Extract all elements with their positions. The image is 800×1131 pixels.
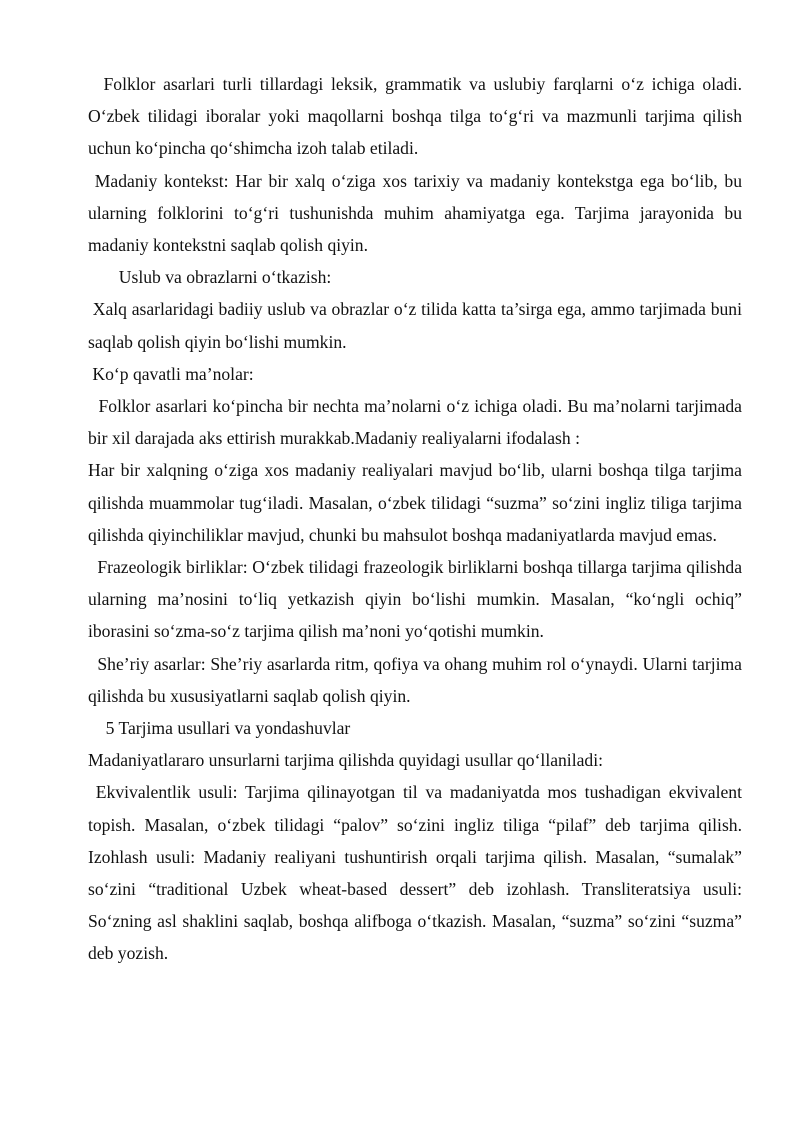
subheading-multilayer-meanings: Ko‘p qavatli ma’nolar: bbox=[88, 363, 254, 384]
section-heading-translation-methods: 5 Tarjima usullari va yondashuvlar bbox=[88, 718, 351, 739]
paragraph-cultural-realia: Har bir xalqning o‘ziga xos madaniy realiyalari mavjud bo‘lib, ularni boshqa tilga tarjima qilishda muammolar tug‘iladi. Masalan, o‘zbek tilidagi “suzma” so‘zini ingliz tiliga tarjima qilishda qiyinchiliklar mavjud, chunki bu mahsulot boshqa madaniyatlarda mavjud emas. bbox=[88, 460, 742, 545]
paragraph-multiple-meanings: Folklor asarlari ko‘pincha bir nechta ma’nolarni o‘z ichiga oladi. Bu ma’nolarni tarjimada bir xil darajada aks ettirish murakkab.Madaniy realiyalarni ifodalash : bbox=[88, 396, 742, 449]
paragraph-poetic-works: She’riy asarlar: She’riy asarlarda ritm, qofiya va ohang muhim rol o‘ynaydi. Ularni tarjima qilishda bu xususiyatlarni saqlab qolish qiyin. bbox=[88, 653, 742, 706]
paragraph-methods-list: Ekvivalentlik usuli: Tarjima qilinayotgan til va madaniyatda mos tushadigan ekvivalent topish. Masalan, o‘zbek tilidagi “palov” so‘zini ingliz tiliga “pilaf” deb tarjima qilish. Izohlash usuli: Madaniy realiyani tushuntirish orqali tarjima qilish. Masalan, “sumalak” so‘zini “traditional Uzbek wheat-based dessert” deb izohlash. Transliteratsiya usuli: So‘zning asl shaklini saqlab, boshqa alifboga o‘tkazish. Masalan, “suzma” so‘zini “suzma” deb yozish. bbox=[88, 782, 742, 964]
paragraph-cultural-context: Madaniy kontekst: Har bir xalq o‘ziga xos tarixiy va madaniy kontekstga ega bo‘lib, bu ularning folklorini to‘g‘ri tushunishda muhim ahamiyatga ega. Tarjima jarayonida bu madaniy kontekstni saqlab qolish qiyin. bbox=[88, 170, 742, 256]
document-page bbox=[88, 68, 742, 970]
paragraph-methods-intro: Madaniyatlararo unsurlarni tarjima qilishda quyidagi usullar qo‘llaniladi: bbox=[88, 750, 603, 771]
paragraph-phraseological-units: Frazeologik birliklar: O‘zbek tilidagi frazeologik birliklarni boshqa tillarga tarjima qilishda ularning ma’nosini to‘liq yetkazish qiyin bo‘lishi mumkin. Masalan, “ko‘ngli ochiq” iborasini so‘zma-so‘z tarjima qilish ma’noni yo‘qotishi mumkin. bbox=[88, 557, 742, 642]
paragraph-artistic-style: Xalq asarlaridagi badiiy uslub va obrazlar o‘z tilida katta ta’sirga ega, ammo tarjimada buni saqlab qolish qiyin bo‘lishi mumkin. bbox=[88, 299, 742, 352]
paragraph-folklor-differences: Folklor asarlari turli tillardagi leksik, grammatik va uslubiy farqlarni o‘z ichiga oladi. O‘zbek tilidagi iboralar yoki maqollarni boshqa tilga to‘g‘ri va mazmunli tarjima qilish uchun ko‘pincha qo‘shimcha izoh talab etiladi. bbox=[88, 74, 742, 159]
subheading-style-and-images: Uslub va obrazlarni o‘tkazish: bbox=[88, 267, 332, 288]
